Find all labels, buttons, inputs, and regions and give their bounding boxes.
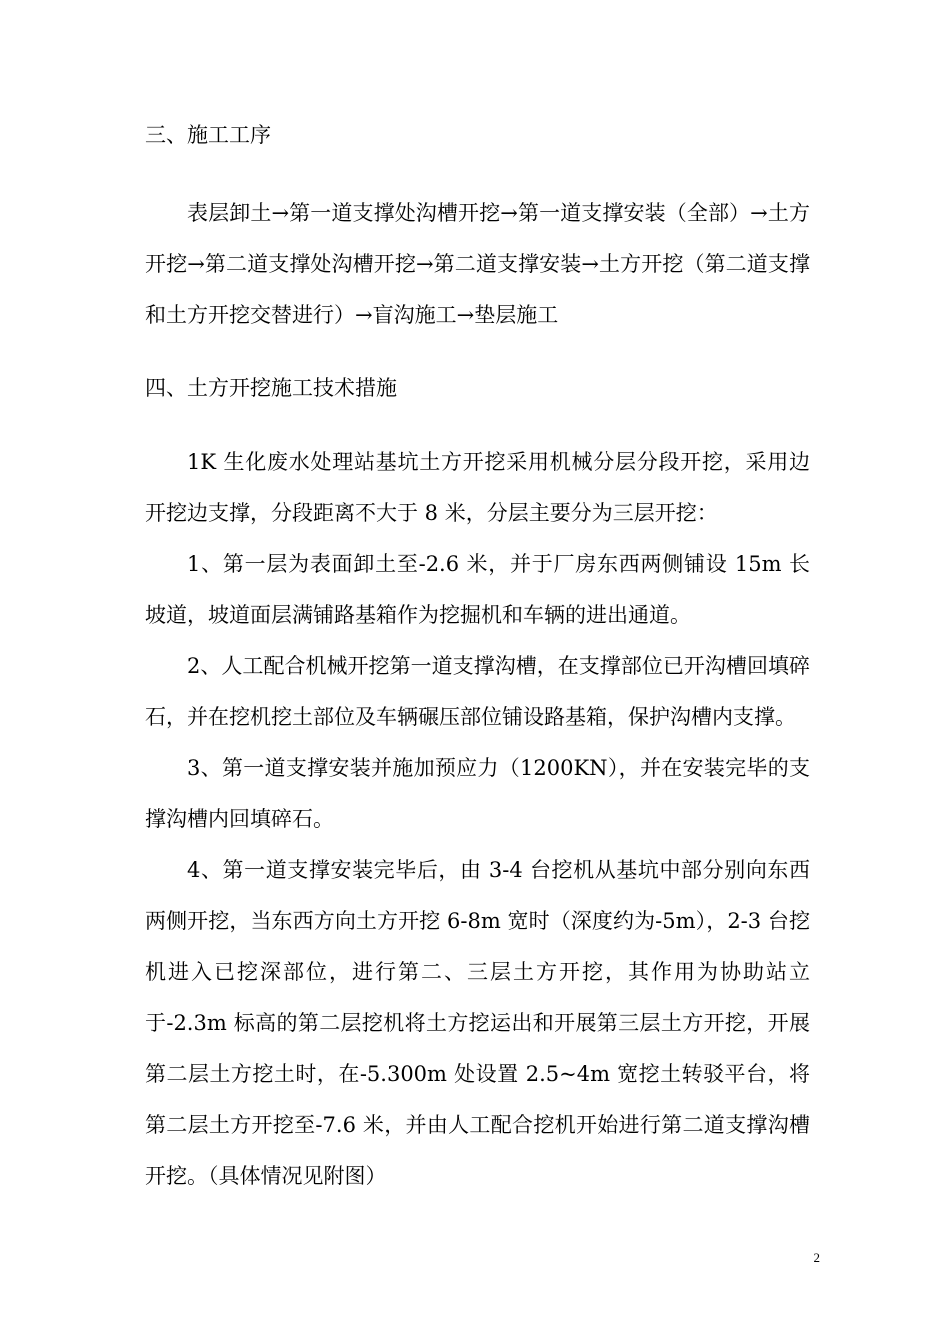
page-number: 2 [813,1250,820,1265]
excavation-intro-paragraph: 1K 生化废水处理站基坑土方开挖采用机械分层分段开挖，采用边开挖边支撑，分段距离不大于 8 米，分层主要分为三层开挖： [145,450,810,525]
page-content [145,110,810,1202]
excavation-step-4: 4、第一道支撑安装完毕后，由 3-4 台挖机从基坑中部分别向东西两侧开挖，当东西方向土方开挖 6-8m 宽时（深度约为-5m），2-3 台挖机进入已挖深部位，进行第二、三层土方开挖，其作用为协助站立于-2.3m 标高的第二层挖机将土方挖运出和开展第三层土方开挖，开展第二层土方挖土时，在-5.300m 处设置 2.5~4m 宽挖土转驳平台，将第二层土方开挖至-7.6 米，并由人工配合挖机开始进行第二道支撑沟槽开挖。（具体情况见附图） [145,858,810,1188]
construction-sequence-paragraph: 表层卸土→第一道支撑处沟槽开挖→第一道支撑安装（全部）→土方开挖→第二道支撑处沟槽开挖→第二道支撑安装→土方开挖（第二道支撑和土方开挖交替进行）→盲沟施工→垫层施工 [145,201,810,327]
excavation-step-2: 2、人工配合机械开挖第一道支撑沟槽，在支撑部位已开沟槽回填碎石，并在挖机挖土部位及车辆碾压部位铺设路基箱，保护沟槽内支撑。 [145,654,810,729]
section-heading-excavation-measures: 四、土方开挖施工技术措施 [145,376,397,400]
excavation-step-1: 1、第一层为表面卸土至-2.6 米，并于厂房东西两侧铺设 15m 长坡道，坡道面层满铺路基箱作为挖掘机和车辆的进出通道。 [145,552,810,627]
section-heading-construction-sequence: 三、施工工序 [145,123,271,147]
excavation-step-3: 3、第一道支撑安装并施加预应力（1200KN），并在安装完毕的支撑沟槽内回填碎石。 [145,756,810,831]
